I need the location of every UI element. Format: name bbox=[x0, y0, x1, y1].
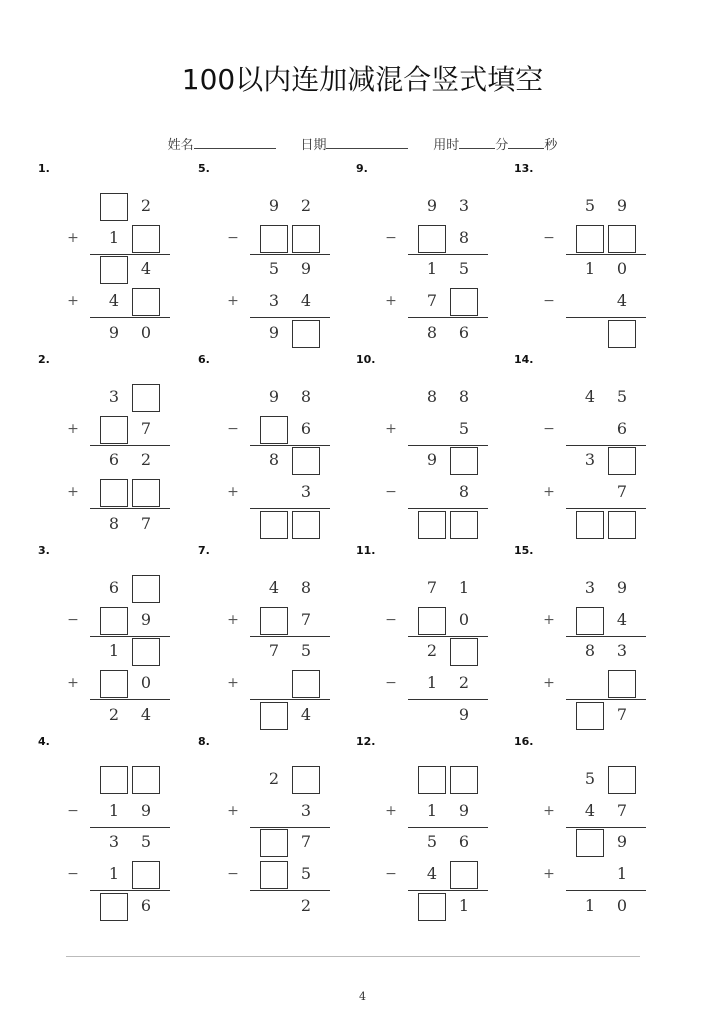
problem-number: 2. bbox=[38, 353, 50, 366]
answer-box[interactable] bbox=[292, 225, 320, 253]
digit: 8 bbox=[426, 387, 438, 406]
sum-line bbox=[250, 254, 330, 255]
date-field[interactable] bbox=[326, 136, 408, 149]
digit: 9 bbox=[268, 196, 280, 215]
sum-line bbox=[408, 445, 488, 446]
sum-line bbox=[566, 636, 646, 637]
sum-line bbox=[408, 508, 488, 509]
digit: 5 bbox=[584, 196, 596, 215]
sum-line bbox=[250, 699, 330, 700]
digit: 8 bbox=[268, 450, 280, 469]
digit: 1 bbox=[426, 673, 438, 692]
answer-box[interactable] bbox=[132, 575, 160, 603]
operator-sign: + bbox=[227, 484, 239, 500]
operator-sign: − bbox=[227, 421, 239, 437]
sum-line bbox=[90, 699, 170, 700]
operator-sign: + bbox=[385, 803, 397, 819]
problem-number: 15. bbox=[514, 544, 534, 557]
digit: 8 bbox=[458, 387, 470, 406]
page-number: 4 bbox=[359, 990, 366, 1003]
problem-number: 3. bbox=[38, 544, 50, 557]
operator-sign: − bbox=[67, 803, 79, 819]
answer-box[interactable] bbox=[100, 193, 128, 221]
operator-sign: − bbox=[385, 484, 397, 500]
answer-box[interactable] bbox=[450, 861, 478, 889]
digit: 8 bbox=[458, 482, 470, 501]
problem-16 bbox=[514, 735, 674, 925]
digit: 5 bbox=[426, 832, 438, 851]
digit: 4 bbox=[584, 387, 596, 406]
problem-5 bbox=[198, 162, 358, 352]
operator-sign: − bbox=[67, 612, 79, 628]
problem-number: 4. bbox=[38, 735, 50, 748]
sum-line bbox=[408, 890, 488, 891]
answer-box[interactable] bbox=[450, 447, 478, 475]
answer-box[interactable] bbox=[450, 638, 478, 666]
answer-box[interactable] bbox=[292, 511, 320, 539]
digit: 9 bbox=[108, 323, 120, 342]
digit: 7 bbox=[616, 482, 628, 501]
digit: 5 bbox=[300, 641, 312, 660]
problem-3 bbox=[38, 544, 198, 734]
digit: 6 bbox=[458, 832, 470, 851]
answer-box[interactable] bbox=[418, 607, 446, 635]
digit: 7 bbox=[268, 641, 280, 660]
digit: 7 bbox=[426, 291, 438, 310]
problem-1 bbox=[38, 162, 198, 352]
digit: 4 bbox=[426, 864, 438, 883]
digit: 1 bbox=[584, 896, 596, 915]
digit: 6 bbox=[300, 419, 312, 438]
answer-box[interactable] bbox=[100, 893, 128, 921]
operator-sign: + bbox=[227, 612, 239, 628]
problem-12 bbox=[356, 735, 516, 925]
sum-line bbox=[408, 317, 488, 318]
answer-box[interactable] bbox=[608, 320, 636, 348]
sum-line bbox=[250, 445, 330, 446]
operator-sign: − bbox=[67, 866, 79, 882]
sum-line bbox=[90, 890, 170, 891]
digit: 1 bbox=[426, 801, 438, 820]
answer-box[interactable] bbox=[292, 320, 320, 348]
operator-sign: + bbox=[227, 293, 239, 309]
sum-line bbox=[90, 317, 170, 318]
digit: 0 bbox=[616, 896, 628, 915]
time-label: 用时 bbox=[433, 138, 460, 153]
digit: 3 bbox=[108, 387, 120, 406]
digit: 9 bbox=[616, 196, 628, 215]
problem-number: 8. bbox=[198, 735, 210, 748]
sum-line bbox=[408, 636, 488, 637]
sum-line bbox=[408, 827, 488, 828]
sum-line bbox=[566, 827, 646, 828]
operator-sign: + bbox=[67, 421, 79, 437]
digit: 2 bbox=[300, 896, 312, 915]
digit: 3 bbox=[300, 482, 312, 501]
digit: 2 bbox=[268, 769, 280, 788]
digit: 3 bbox=[108, 832, 120, 851]
footer-divider bbox=[66, 956, 640, 957]
digit: 1 bbox=[458, 896, 470, 915]
sum-line bbox=[90, 254, 170, 255]
answer-box[interactable] bbox=[418, 225, 446, 253]
digit: 8 bbox=[108, 514, 120, 533]
answer-box[interactable] bbox=[100, 479, 128, 507]
answer-box[interactable] bbox=[292, 766, 320, 794]
digit: 7 bbox=[140, 514, 152, 533]
answer-box[interactable] bbox=[100, 256, 128, 284]
digit: 5 bbox=[140, 832, 152, 851]
digit: 1 bbox=[108, 641, 120, 660]
answer-box[interactable] bbox=[132, 861, 160, 889]
sum-line bbox=[250, 317, 330, 318]
digit: 6 bbox=[458, 323, 470, 342]
digit: 8 bbox=[584, 641, 596, 660]
digit: 1 bbox=[108, 228, 120, 247]
problem-number: 1. bbox=[38, 162, 50, 175]
answer-box[interactable] bbox=[132, 638, 160, 666]
problem-number: 6. bbox=[198, 353, 210, 366]
digit: 6 bbox=[140, 896, 152, 915]
operator-sign: − bbox=[227, 230, 239, 246]
problem-4 bbox=[38, 735, 198, 925]
answer-box[interactable] bbox=[576, 702, 604, 730]
answer-box[interactable] bbox=[100, 607, 128, 635]
digit: 3 bbox=[584, 450, 596, 469]
problem-number: 9. bbox=[356, 162, 368, 175]
operator-sign: + bbox=[227, 675, 239, 691]
answer-box[interactable] bbox=[260, 225, 288, 253]
digit: 2 bbox=[426, 641, 438, 660]
name-field[interactable] bbox=[194, 136, 276, 149]
sum-line bbox=[90, 827, 170, 828]
digit: 9 bbox=[616, 578, 628, 597]
operator-sign: − bbox=[385, 612, 397, 628]
problem-number: 7. bbox=[198, 544, 210, 557]
digit: 4 bbox=[616, 610, 628, 629]
digit: 6 bbox=[108, 450, 120, 469]
digit: 4 bbox=[140, 705, 152, 724]
digit: 9 bbox=[426, 450, 438, 469]
problem-number: 10. bbox=[356, 353, 376, 366]
digit: 0 bbox=[458, 610, 470, 629]
digit: 3 bbox=[300, 801, 312, 820]
answer-box[interactable] bbox=[608, 225, 636, 253]
answer-box[interactable] bbox=[132, 384, 160, 412]
operator-sign: + bbox=[543, 675, 555, 691]
digit: 4 bbox=[584, 801, 596, 820]
sum-line bbox=[90, 445, 170, 446]
problem-2 bbox=[38, 353, 198, 543]
answer-box[interactable] bbox=[260, 416, 288, 444]
answer-box[interactable] bbox=[292, 670, 320, 698]
digit: 3 bbox=[458, 196, 470, 215]
operator-sign: + bbox=[385, 293, 397, 309]
digit: 9 bbox=[458, 801, 470, 820]
operator-sign: − bbox=[385, 675, 397, 691]
answer-box[interactable] bbox=[450, 288, 478, 316]
digit: 7 bbox=[616, 705, 628, 724]
answer-box[interactable] bbox=[608, 447, 636, 475]
problem-8 bbox=[198, 735, 358, 925]
digit: 0 bbox=[616, 259, 628, 278]
sum-line bbox=[250, 890, 330, 891]
answer-box[interactable] bbox=[608, 511, 636, 539]
problem-7 bbox=[198, 544, 358, 734]
answer-box[interactable] bbox=[100, 766, 128, 794]
digit: 1 bbox=[426, 259, 438, 278]
digit: 4 bbox=[268, 578, 280, 597]
answer-box[interactable] bbox=[418, 766, 446, 794]
name-label: 姓名 bbox=[167, 138, 194, 153]
second-label: 秒 bbox=[544, 138, 558, 153]
student-info-line bbox=[0, 134, 725, 153]
answer-box[interactable] bbox=[292, 447, 320, 475]
answer-box[interactable] bbox=[450, 511, 478, 539]
operator-sign: + bbox=[543, 484, 555, 500]
operator-sign: − bbox=[385, 866, 397, 882]
digit: 1 bbox=[108, 864, 120, 883]
sum-line bbox=[566, 317, 646, 318]
operator-sign: + bbox=[543, 612, 555, 628]
digit: 9 bbox=[268, 387, 280, 406]
digit: 1 bbox=[458, 578, 470, 597]
digit: 1 bbox=[108, 801, 120, 820]
problem-9 bbox=[356, 162, 516, 352]
sum-line bbox=[250, 827, 330, 828]
date-label: 日期 bbox=[300, 138, 327, 153]
digit: 9 bbox=[426, 196, 438, 215]
answer-box[interactable] bbox=[260, 861, 288, 889]
answer-box[interactable] bbox=[608, 766, 636, 794]
digit: 9 bbox=[268, 323, 280, 342]
digit: 5 bbox=[584, 769, 596, 788]
digit: 7 bbox=[300, 610, 312, 629]
digit: 8 bbox=[300, 387, 312, 406]
problem-11 bbox=[356, 544, 516, 734]
problem-number: 14. bbox=[514, 353, 534, 366]
digit: 5 bbox=[458, 259, 470, 278]
problem-14 bbox=[514, 353, 674, 543]
digit: 6 bbox=[616, 419, 628, 438]
answer-box[interactable] bbox=[576, 829, 604, 857]
answer-box[interactable] bbox=[608, 670, 636, 698]
problem-10 bbox=[356, 353, 516, 543]
digit: 9 bbox=[140, 610, 152, 629]
answer-box[interactable] bbox=[418, 893, 446, 921]
operator-sign: − bbox=[543, 230, 555, 246]
digit: 2 bbox=[300, 196, 312, 215]
sum-line bbox=[408, 699, 488, 700]
answer-box[interactable] bbox=[260, 702, 288, 730]
digit: 4 bbox=[300, 291, 312, 310]
problem-number: 13. bbox=[514, 162, 534, 175]
operator-sign: + bbox=[67, 484, 79, 500]
answer-box[interactable] bbox=[132, 225, 160, 253]
digit: 8 bbox=[300, 578, 312, 597]
digit: 2 bbox=[140, 196, 152, 215]
sum-line bbox=[250, 636, 330, 637]
digit: 5 bbox=[616, 387, 628, 406]
operator-sign: + bbox=[67, 675, 79, 691]
digit: 5 bbox=[300, 864, 312, 883]
operator-sign: + bbox=[385, 421, 397, 437]
problem-15 bbox=[514, 544, 674, 734]
operator-sign: + bbox=[543, 803, 555, 819]
problem-13 bbox=[514, 162, 674, 352]
page-title: 100以内连加减混合竖式填空 bbox=[181, 63, 544, 96]
operator-sign: + bbox=[67, 293, 79, 309]
digit: 9 bbox=[458, 705, 470, 724]
minute-label: 分 bbox=[495, 138, 509, 153]
answer-box[interactable] bbox=[132, 479, 160, 507]
problem-number: 5. bbox=[198, 162, 210, 175]
digit: 8 bbox=[426, 323, 438, 342]
answer-box[interactable] bbox=[132, 288, 160, 316]
sum-line bbox=[566, 699, 646, 700]
digit: 0 bbox=[140, 323, 152, 342]
sum-line bbox=[408, 254, 488, 255]
digit: 5 bbox=[268, 259, 280, 278]
answer-box[interactable] bbox=[576, 225, 604, 253]
operator-sign: + bbox=[227, 803, 239, 819]
sum-line bbox=[566, 254, 646, 255]
digit: 7 bbox=[300, 832, 312, 851]
digit: 4 bbox=[140, 259, 152, 278]
digit: 3 bbox=[616, 641, 628, 660]
answer-box[interactable] bbox=[576, 511, 604, 539]
digit: 8 bbox=[458, 228, 470, 247]
operator-sign: − bbox=[227, 866, 239, 882]
answer-box[interactable] bbox=[576, 607, 604, 635]
digit: 6 bbox=[108, 578, 120, 597]
problem-number: 16. bbox=[514, 735, 534, 748]
digit: 9 bbox=[300, 259, 312, 278]
seconds-field[interactable] bbox=[508, 136, 544, 149]
digit: 0 bbox=[140, 673, 152, 692]
problem-number: 11. bbox=[356, 544, 376, 557]
answer-box[interactable] bbox=[100, 670, 128, 698]
sum-line bbox=[90, 508, 170, 509]
sum-line bbox=[566, 890, 646, 891]
answer-box[interactable] bbox=[260, 607, 288, 635]
operator-sign: − bbox=[385, 230, 397, 246]
digit: 5 bbox=[458, 419, 470, 438]
digit: 7 bbox=[140, 419, 152, 438]
operator-sign: + bbox=[67, 230, 79, 246]
sum-line bbox=[90, 636, 170, 637]
answer-box[interactable] bbox=[260, 829, 288, 857]
answer-box[interactable] bbox=[418, 511, 446, 539]
minutes-field[interactable] bbox=[459, 136, 495, 149]
answer-box[interactable] bbox=[260, 511, 288, 539]
operator-sign: + bbox=[543, 866, 555, 882]
digit: 9 bbox=[616, 832, 628, 851]
sum-line bbox=[566, 445, 646, 446]
digit: 2 bbox=[108, 705, 120, 724]
problem-number: 12. bbox=[356, 735, 376, 748]
digit: 2 bbox=[458, 673, 470, 692]
sum-line bbox=[250, 508, 330, 509]
problem-6 bbox=[198, 353, 358, 543]
answer-box[interactable] bbox=[132, 766, 160, 794]
answer-box[interactable] bbox=[450, 766, 478, 794]
operator-sign: − bbox=[543, 293, 555, 309]
digit: 1 bbox=[616, 864, 628, 883]
digit: 4 bbox=[108, 291, 120, 310]
digit: 1 bbox=[584, 259, 596, 278]
digit: 2 bbox=[140, 450, 152, 469]
digit: 3 bbox=[268, 291, 280, 310]
digit: 3 bbox=[584, 578, 596, 597]
digit: 4 bbox=[300, 705, 312, 724]
digit: 7 bbox=[426, 578, 438, 597]
digit: 4 bbox=[616, 291, 628, 310]
digit: 7 bbox=[616, 801, 628, 820]
operator-sign: − bbox=[543, 421, 555, 437]
answer-box[interactable] bbox=[100, 416, 128, 444]
digit: 9 bbox=[140, 801, 152, 820]
sum-line bbox=[566, 508, 646, 509]
